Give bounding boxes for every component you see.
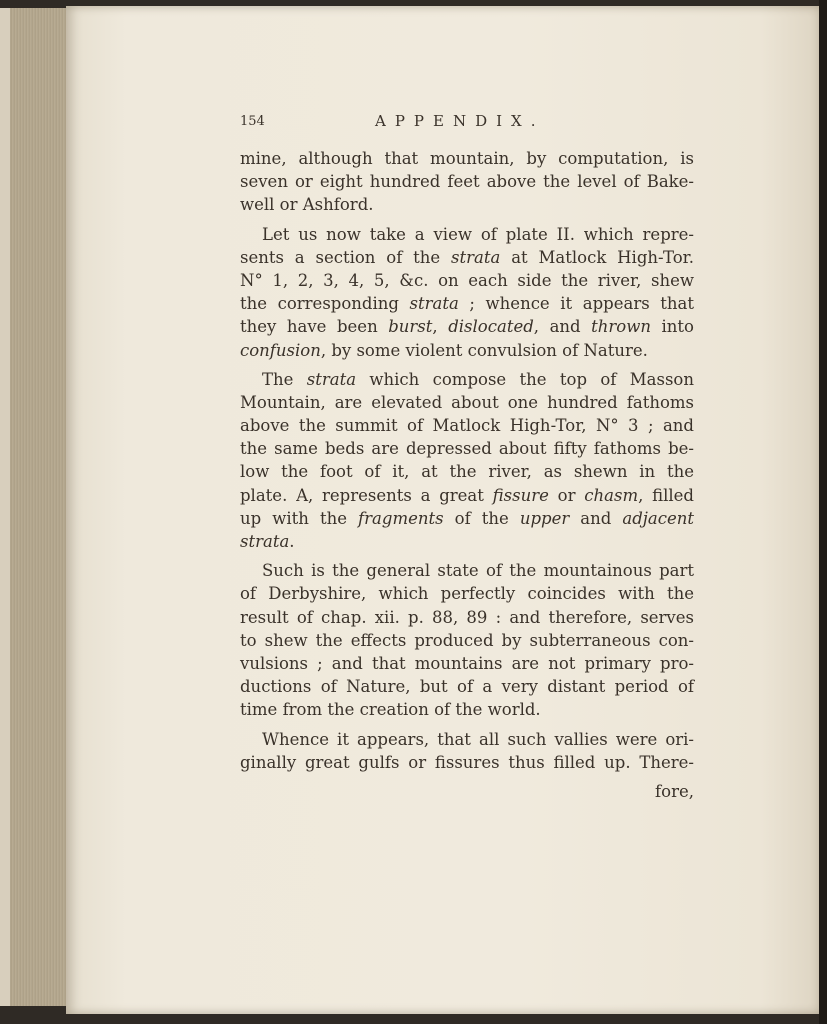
text-run: or (548, 485, 585, 505)
text-run: into (650, 317, 694, 337)
text-run: plate. A, represents a great (240, 485, 493, 505)
text-run: which compose the top of Masson (356, 369, 694, 389)
text-run: ginally great gulfs or fissures thus filled up. There- (240, 752, 694, 772)
text-line (240, 339, 694, 362)
text-line (240, 147, 694, 170)
text-run: . (289, 532, 295, 551)
text-run: , by some violent convulsion of Nature. (320, 340, 648, 360)
paragraph (240, 368, 694, 554)
text-line (240, 559, 694, 582)
text-line (240, 170, 694, 193)
italic-run: fissure (492, 485, 549, 505)
text-run: the same beds are depressed about fifty fathoms be- (240, 439, 694, 459)
italic-run: strata (409, 294, 459, 314)
italic-run: fragments (358, 508, 444, 528)
text-run: ductions of Nature, but of a very distant period of (240, 677, 694, 697)
italic-run: thrown (591, 317, 651, 337)
italic-run: confusion (240, 340, 321, 360)
text-run: , and (533, 317, 592, 337)
text-run: Mountain, are elevated about one hundred fathoms (240, 392, 694, 412)
text-line (240, 728, 694, 751)
text-run: time from the creation of the world. (240, 700, 541, 720)
italic-run: chasm (584, 485, 639, 505)
text-line (240, 292, 694, 315)
text-run: vulsions ; and that mountains are not primary pro- (240, 653, 694, 673)
text-line (240, 652, 694, 675)
text-line (240, 246, 694, 269)
text-run: seven or eight hundred feet above the level of Bake- (240, 172, 694, 192)
text-run: to shew the effects produced by subterraneous con- (240, 630, 694, 650)
text-run: Whence it appears, that all such vallies were ori- (262, 729, 694, 749)
text-run: Such is the general state of the mountainous part (262, 561, 694, 581)
text-line (240, 460, 694, 483)
text-line (240, 193, 694, 216)
text-line (240, 414, 694, 437)
text-run: N° 1, 2, 3, 4, 5, &c. on each side the river, shew (240, 270, 694, 290)
text-run: sents a section of the (240, 247, 452, 267)
body-text (240, 147, 694, 803)
text-run: they have been (240, 317, 389, 337)
text-line (240, 606, 694, 629)
paragraph (240, 559, 694, 721)
text-run: , filled (638, 485, 694, 505)
text-line (240, 368, 694, 391)
text-line (240, 437, 694, 460)
italic-run: burst (388, 317, 433, 337)
text-run: ; whence it appears that (458, 294, 694, 314)
page-header (240, 112, 700, 136)
running-head: APPENDIX. (375, 112, 545, 130)
text-line (240, 391, 694, 414)
text-run: above the summit of Matlock High-Tor, N° 3 ; and (240, 416, 694, 436)
text-run: Let us now take a view of plate II. which repre- (262, 224, 694, 244)
italic-run: strata (240, 532, 290, 551)
page-edge-highlight (0, 8, 10, 1006)
italic-run: dislocated (448, 317, 534, 337)
text-line (240, 530, 694, 553)
text-line (240, 269, 694, 292)
text-line (240, 675, 694, 698)
paragraph (240, 147, 694, 217)
catchword: fore, (655, 781, 694, 801)
italic-run: strata (451, 247, 501, 267)
text-run: mine, although that mountain, by computation, is (240, 149, 694, 168)
paragraph (240, 223, 694, 362)
text-line (240, 629, 694, 652)
italic-run: adjacent (622, 508, 694, 528)
text-run: well or Ashford. (240, 195, 374, 215)
text-run: at Matlock High-Tor. (500, 247, 694, 267)
text-run: of Derbyshire, which perfectly coincides with the (240, 584, 694, 604)
text-run: and (569, 508, 623, 528)
text-line (240, 223, 694, 246)
text-run: up with the (240, 508, 359, 528)
text-line (240, 698, 694, 721)
text-line (240, 315, 694, 338)
text-line (240, 751, 694, 774)
text-run: the corresponding (240, 294, 410, 314)
text-run: The (262, 369, 307, 389)
text-run: low the foot of it, at the river, as shewn in the (240, 462, 694, 482)
text-line (240, 507, 694, 530)
text-run: , (432, 317, 449, 337)
italic-run: upper (519, 508, 570, 528)
scan-border (819, 0, 827, 1024)
page-number: 154 (240, 114, 265, 129)
text-line (240, 582, 694, 605)
text-line (240, 484, 694, 507)
paragraph (240, 728, 694, 774)
text-run: of the (443, 508, 520, 528)
italic-run: strata (306, 369, 357, 389)
text-run: result of chap. xii. p. 88, 89 : and therefore, serves (240, 607, 694, 627)
